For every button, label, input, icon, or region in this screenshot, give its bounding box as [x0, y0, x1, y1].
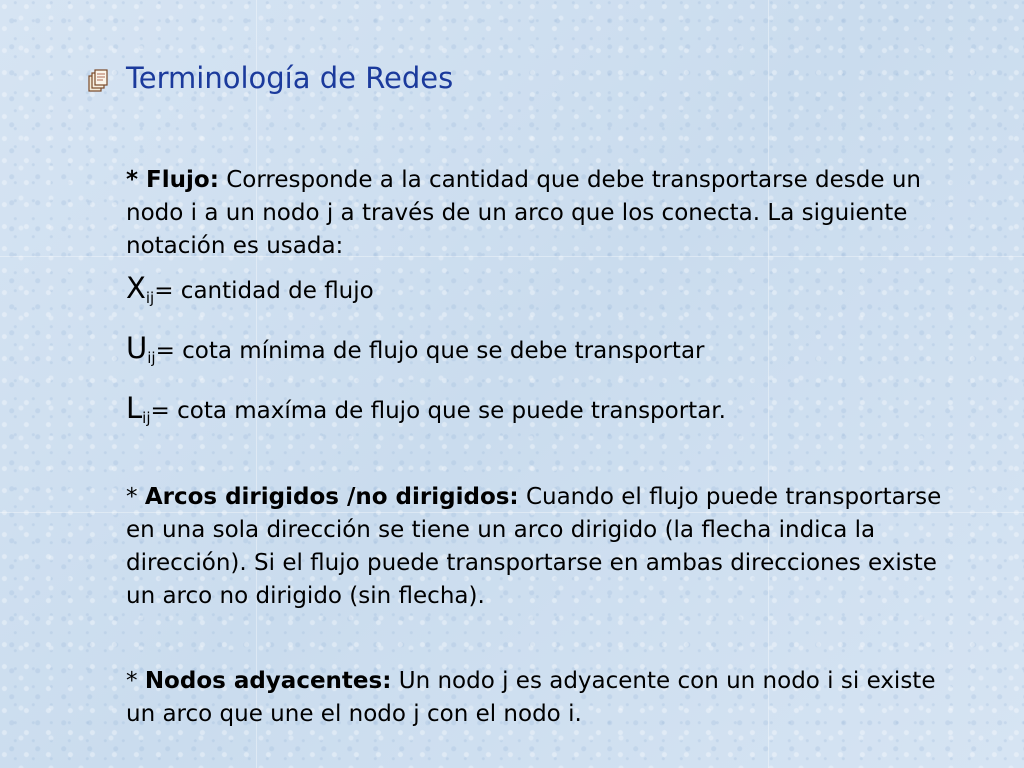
spacer — [126, 443, 956, 481]
notation-x — [126, 263, 956, 323]
notation-subscript: ij — [145, 289, 155, 307]
slide-body — [126, 164, 956, 731]
flujo-text: Corresponde a la cantidad que debe transportarse desde un nodo i a un nodo j a través de un arco que los conecta. La siguiente notación es usada: — [126, 167, 921, 259]
notation-l — [126, 383, 956, 443]
title-row — [86, 60, 453, 96]
notation-subscript: ij — [142, 409, 151, 427]
nodos-prefix: * — [126, 668, 145, 694]
spacer — [126, 613, 956, 665]
arcos-text: Cuando el flujo puede transportarse en una sola dirección se tiene un arco dirigido (la flecha indica la dirección). Si el flujo puede transportarse en ambas direcciones existe un arco no dirigido (sin flecha). — [126, 484, 942, 609]
arcos-term: Arcos dirigidos /no dirigidos: — [144, 484, 519, 510]
nodos-paragraph — [126, 665, 956, 731]
notation-symbol: U — [126, 331, 148, 365]
flujo-prefix: * — [126, 167, 147, 193]
notation-text: = cota mínima de flujo que se debe transportar — [155, 338, 705, 364]
arcos-prefix: * — [126, 484, 145, 510]
flujo-term: Flujo: — [146, 167, 219, 193]
nodos-term: Nodos adyacentes: — [144, 668, 392, 694]
notation-text: = cota maxíma de flujo que se puede transportar. — [150, 398, 726, 424]
stacked-pages-icon — [86, 68, 112, 94]
notation-symbol: L — [126, 391, 143, 425]
notation-subscript: ij — [147, 349, 156, 367]
nodos-text: Un nodo j es adyacente con un nodo i si existe un arco que une el nodo j con el nodo i. — [126, 668, 936, 727]
notation-symbol: X — [126, 271, 146, 305]
arcos-paragraph — [126, 481, 956, 613]
notation-u — [126, 323, 956, 383]
flujo-paragraph — [126, 164, 956, 263]
slide-title: Terminología de Redes — [126, 61, 454, 95]
notation-text: = cantidad de flujo — [154, 278, 374, 304]
